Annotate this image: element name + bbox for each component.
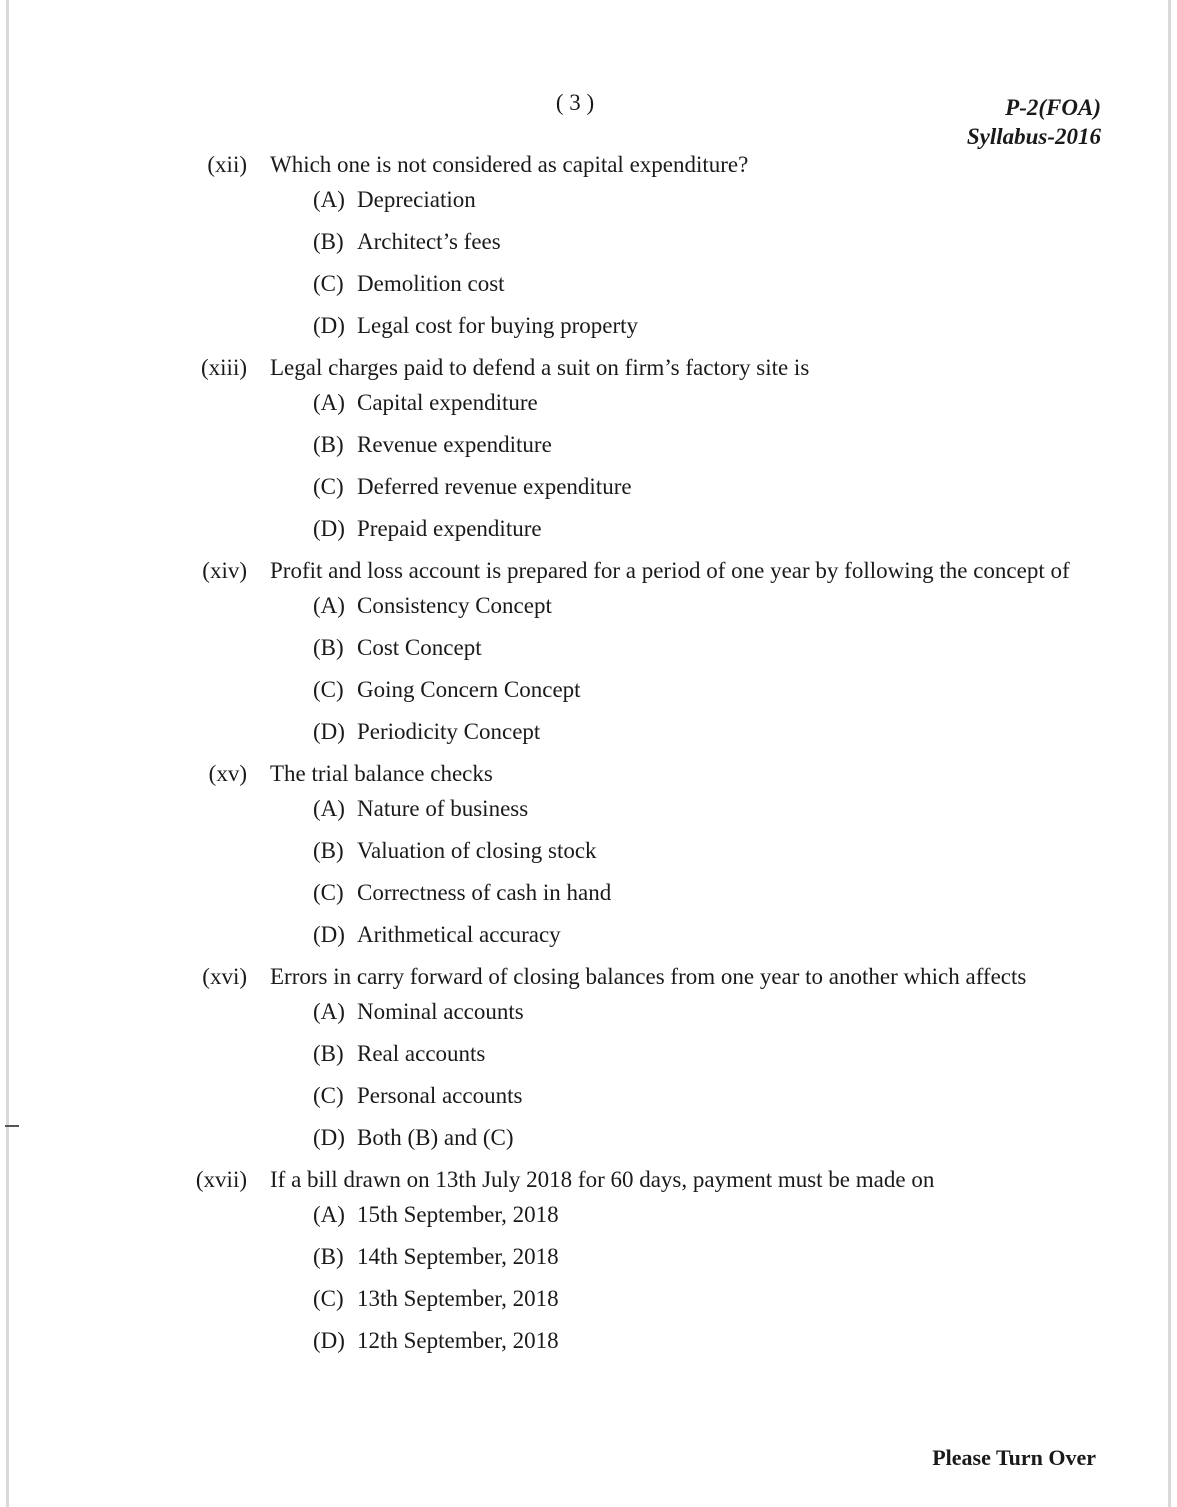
option-letter: (C) bbox=[313, 880, 344, 905]
option-letter: (D) bbox=[313, 1328, 345, 1353]
option-letter: (A) bbox=[313, 187, 345, 212]
question-stem bbox=[0, 152, 1177, 178]
question-item bbox=[0, 1167, 1177, 1354]
option-list bbox=[0, 1202, 1177, 1354]
option-text: Revenue expenditure bbox=[357, 432, 552, 457]
option-text: Nominal accounts bbox=[357, 999, 524, 1024]
option-letter: (B) bbox=[313, 432, 344, 457]
question-text: Which one is not considered as capital expenditure? bbox=[270, 152, 749, 177]
option-text: Going Concern Concept bbox=[357, 677, 581, 702]
answer-option bbox=[0, 999, 1177, 1025]
question-number: (xiii) bbox=[201, 355, 247, 380]
question-stem bbox=[0, 761, 1177, 787]
option-list bbox=[0, 390, 1177, 542]
option-letter: (C) bbox=[313, 1083, 344, 1108]
question-number: (xvii) bbox=[195, 1167, 247, 1192]
option-letter: (B) bbox=[313, 838, 344, 863]
answer-option bbox=[0, 1244, 1177, 1270]
option-text: Nature of business bbox=[357, 796, 529, 821]
option-text: Legal cost for buying property bbox=[357, 313, 639, 338]
option-letter: (D) bbox=[313, 719, 345, 744]
question-text: Errors in carry forward of closing balances from one year to another which affects bbox=[270, 964, 1027, 989]
option-text: Demolition cost bbox=[357, 271, 505, 296]
answer-option bbox=[0, 313, 1177, 339]
option-letter: (A) bbox=[313, 390, 345, 415]
option-letter: (A) bbox=[313, 1202, 345, 1227]
answer-option bbox=[0, 432, 1177, 458]
option-letter: (D) bbox=[313, 516, 345, 541]
option-letter: (B) bbox=[313, 229, 344, 254]
option-text: Capital expenditure bbox=[357, 390, 538, 415]
option-list bbox=[0, 796, 1177, 948]
option-letter: (B) bbox=[313, 1244, 344, 1269]
option-letter: (D) bbox=[313, 1125, 345, 1150]
question-stem bbox=[0, 1167, 1177, 1193]
option-text: Prepaid expenditure bbox=[357, 516, 542, 541]
option-text: Periodicity Concept bbox=[357, 719, 541, 744]
question-item bbox=[0, 558, 1177, 745]
option-text: Correctness of cash in hand bbox=[357, 880, 612, 905]
answer-option bbox=[0, 271, 1177, 297]
answer-option bbox=[0, 880, 1177, 906]
answer-option bbox=[0, 1286, 1177, 1312]
question-number: (xvi) bbox=[202, 964, 247, 989]
answer-option bbox=[0, 719, 1177, 745]
question-text: Legal charges paid to defend a suit on firm’s factory site is bbox=[270, 355, 810, 380]
question-number: (xv) bbox=[208, 761, 247, 786]
option-letter: (D) bbox=[313, 922, 345, 947]
paper-code-block bbox=[967, 93, 1101, 151]
please-turn-over: Please Turn Over bbox=[932, 1445, 1096, 1470]
option-text: Personal accounts bbox=[357, 1083, 523, 1108]
answer-option bbox=[0, 1328, 1177, 1354]
answer-option bbox=[0, 516, 1177, 542]
page-number: ( 3 ) bbox=[555, 90, 595, 115]
option-text: Consistency Concept bbox=[357, 593, 552, 618]
question-list bbox=[0, 152, 1177, 1364]
option-text: Cost Concept bbox=[357, 635, 482, 660]
option-letter: (C) bbox=[313, 271, 344, 296]
option-text: Depreciation bbox=[357, 187, 476, 212]
answer-option bbox=[0, 796, 1177, 822]
question-item bbox=[0, 964, 1177, 1151]
paper-code: P-2(FOA) bbox=[1005, 95, 1101, 120]
option-text: Both (B) and (C) bbox=[357, 1125, 514, 1150]
answer-option bbox=[0, 390, 1177, 416]
question-stem bbox=[0, 964, 1177, 990]
option-letter: (A) bbox=[313, 593, 345, 618]
option-text: 13th September, 2018 bbox=[357, 1286, 559, 1311]
answer-option bbox=[0, 593, 1177, 619]
answer-option bbox=[0, 229, 1177, 255]
option-text: Valuation of closing stock bbox=[357, 838, 597, 863]
question-text: The trial balance checks bbox=[270, 761, 493, 786]
answer-option bbox=[0, 922, 1177, 948]
answer-option bbox=[0, 1041, 1177, 1067]
question-item bbox=[0, 761, 1177, 948]
question-number: (xiv) bbox=[202, 558, 247, 583]
option-letter: (C) bbox=[313, 474, 344, 499]
option-text: Arithmetical accuracy bbox=[357, 922, 561, 947]
answer-option bbox=[0, 187, 1177, 213]
question-stem bbox=[0, 355, 1177, 381]
option-letter: (C) bbox=[313, 1286, 344, 1311]
option-list bbox=[0, 593, 1177, 745]
option-text: 14th September, 2018 bbox=[357, 1244, 559, 1269]
option-text: Architect’s fees bbox=[357, 229, 501, 254]
question-stem bbox=[0, 558, 1177, 584]
option-letter: (D) bbox=[313, 313, 345, 338]
answer-option bbox=[0, 838, 1177, 864]
answer-option bbox=[0, 635, 1177, 661]
answer-option bbox=[0, 677, 1177, 703]
answer-option bbox=[0, 1125, 1177, 1151]
option-text: Real accounts bbox=[357, 1041, 486, 1066]
question-item bbox=[0, 152, 1177, 339]
answer-option bbox=[0, 1083, 1177, 1109]
question-text: Profit and loss account is prepared for a period of one year by following the concept of bbox=[270, 558, 1070, 583]
option-letter: (A) bbox=[313, 796, 345, 821]
option-text: 15th September, 2018 bbox=[357, 1202, 559, 1227]
question-number: (xii) bbox=[207, 152, 247, 177]
question-item bbox=[0, 355, 1177, 542]
option-list bbox=[0, 999, 1177, 1151]
syllabus-label: Syllabus-2016 bbox=[966, 124, 1101, 149]
option-letter: (C) bbox=[313, 677, 344, 702]
option-letter: (B) bbox=[313, 635, 344, 660]
option-list bbox=[0, 187, 1177, 339]
answer-option bbox=[0, 474, 1177, 500]
option-letter: (A) bbox=[313, 999, 345, 1024]
option-text: 12th September, 2018 bbox=[357, 1328, 559, 1353]
option-text: Deferred revenue expenditure bbox=[357, 474, 632, 499]
answer-option bbox=[0, 1202, 1177, 1228]
question-text: If a bill drawn on 13th July 2018 for 60 days, payment must be made on bbox=[270, 1167, 935, 1192]
option-letter: (B) bbox=[313, 1041, 344, 1066]
